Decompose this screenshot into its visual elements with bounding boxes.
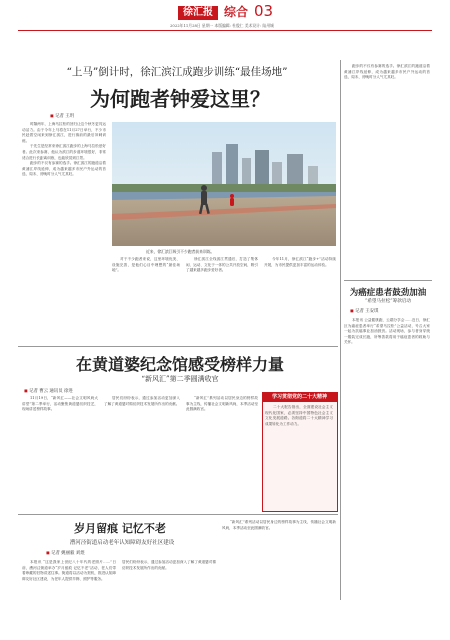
byline-mark-icon: ◼: [24, 389, 28, 394]
story2-para1: 11月19日，“新风汇——社会文明风尚大讲堂”第二季举行，活动聚焦黄道婆纺织技艺，现场讲述榜样故事。: [22, 396, 98, 412]
story4-byline-text: 记者 姚丽毅 刘煜: [51, 551, 85, 556]
story3-byline-text: 记者 王安琪: [355, 309, 379, 314]
story1-para4: 对于不少跑者来说，这里环境优美、设施完善，是他们心目中理想的“最佳场地”。: [112, 257, 180, 273]
masthead-rule: [18, 30, 432, 31]
column-rule: [340, 60, 341, 600]
story1-column-1: [22, 122, 106, 342]
byline-mark-icon: ◼: [350, 309, 354, 314]
story2-column-1: [22, 396, 98, 510]
story4-subtitle: 漕河泾街道启动老年认知障碍友好社区建设: [69, 540, 175, 546]
byline-mark-icon: ◼: [50, 114, 54, 119]
section-name: 综合: [224, 5, 249, 19]
story3-para: 本报讯 公益健康跑、云端分享会……近日，徐汇区为癌症患者举行“希望马拉松”公益活动，号召大家一起为抗癌事业加油鼓劲。活动现场，参与者身穿统一服装完成长跑，所筹善款将用于癌症患者的救助与关怀。: [344, 318, 430, 345]
story1-para6: 今年11月，徐汇滨江“跑步+”活动持续开展，为市民提供更加丰富的运动体验。: [264, 257, 336, 267]
story4-column-1: [22, 560, 116, 632]
section-rule-1: [18, 346, 338, 347]
story2-para2: 居民们纷纷表示，通过参加活动更加深入了解了黄道婆对棉纺织技术发展所作出的贡献。: [104, 396, 180, 406]
study-box-para: 二十大报告指出，全面建设社会主义现代化国家，必须坚持中国特色社会主义文化发展道路。各街道将二十大精神学习成果转化为工作动力。: [265, 405, 333, 426]
story2-subtitle: “新风汇”第二季圆满收官: [141, 375, 219, 383]
story4-para: 本报讯 “这是我家上世纪八十年代的老照片……”日前，漕河泾街道举办“岁月留痕 记忆不老”活动，老人们带着珍藏的旧物讲述往事。街道将以活动为契机，推进认知障碍友好社区建设，为老年人提供早筛、照护等服务。: [22, 560, 116, 581]
story1-para3: 跑步的不仅有参赛的选手。徐汇滨江的跑道沿着黄浦江岸线延伸，成为越来越多市民户外运动的首选，周末、傍晚时分人气尤其旺。: [22, 161, 106, 177]
story1-photo: [112, 122, 336, 246]
story2-byline: [24, 388, 224, 394]
study-box-title: 学习贯彻党的二十大精神: [271, 394, 327, 400]
story1-photo-caption: 近来，徐汇滨江吸引不少跑者前来训练。: [146, 249, 215, 254]
paper-name: 徐汇报: [183, 7, 213, 18]
story1-title: 为何跑者钟爱这里？: [90, 87, 270, 111]
section-rule-3: [344, 280, 432, 281]
story1-para1: 时隔两年，上海马拉松的回归让这个秋冬更具运动活力。由于今年上马将在11月27日举行，不少市民趁着空闲来到徐汇滨江，进行赛前的最后冲刺训练。: [22, 122, 106, 143]
story3-title: 为癌症患者鼓劲加油: [349, 288, 427, 298]
section-rule-2: [18, 514, 338, 515]
story1-para5: 徐汇滨江全线滨江贯通后，打造了集休闲、运动、文化于一体的公共开放空间，吸引了越来越多跑步爱好者。: [186, 257, 258, 273]
story1-right-column: [344, 64, 430, 276]
masthead-info: 2022年11月28日 星期一 本版编辑: 杜俊仁 美术设计: 陆卅城: [170, 23, 274, 28]
story1-para2: 于先生是经常来徐汇滨江跑步的上海马拉松爱好者。此次来参赛，他认为滨江的步道环境很好，非常适合进行长距离训练，也能欣赏到江景。: [22, 144, 106, 160]
byline-name: 王玥: [65, 114, 75, 119]
story4-column-3: [222, 520, 336, 632]
story4-title: 岁月留痕 记忆不老: [74, 522, 166, 535]
byline-label: 记者: [55, 114, 64, 119]
story1-byline: [50, 113, 150, 119]
story1-column-2: [112, 257, 180, 343]
page-number: 03: [254, 2, 274, 20]
story3-subtitle: “希望马拉松”筹款启动: [364, 299, 412, 304]
story4-side-text: “新风汇”系列活动以居民身边的榜样故事为主线，传播社会文明新风尚，本季活动至此圆满收官。: [222, 520, 336, 530]
story1-column-3: [186, 257, 258, 343]
story2-para3: “新风汇”系列活动以居民身边的榜样故事为主线，传播社会文明新风尚，本季活动至此圆满收官。: [186, 396, 258, 412]
story1-column-4: [264, 257, 336, 343]
masthead: [0, 0, 450, 52]
story2-byline-text: 记者 曹云 通讯员 徐进: [29, 389, 73, 394]
story4-byline: [46, 550, 196, 556]
story3-column: [344, 318, 430, 632]
story1-right-text: 跑步的不仅有参赛的选手。徐汇滨江的跑道沿着黄浦江岸线延伸，成为越来越多市民户外运动的首选，周末、傍晚时分人气尤其旺。: [344, 64, 430, 80]
story1-kicker: “上马”倒计时，徐汇滨江成跑步训练“最佳场地”: [66, 66, 288, 78]
story2-column-2: [104, 396, 180, 510]
story4-column-2: [122, 560, 216, 632]
story4-continued: 居民们纷纷表示，通过参加活动更加深入了解了黄道婆对棉纺织技术发展所作出的贡献。: [122, 560, 216, 570]
story2-title: 在黄道婆纪念馆感受榜样力量: [75, 355, 284, 374]
story2-column-3: [186, 396, 258, 510]
riverside-running-photo: [112, 122, 336, 246]
story3-byline: [350, 308, 430, 314]
byline-mark-icon: ◼: [46, 551, 50, 556]
study-box-text: [265, 405, 333, 507]
